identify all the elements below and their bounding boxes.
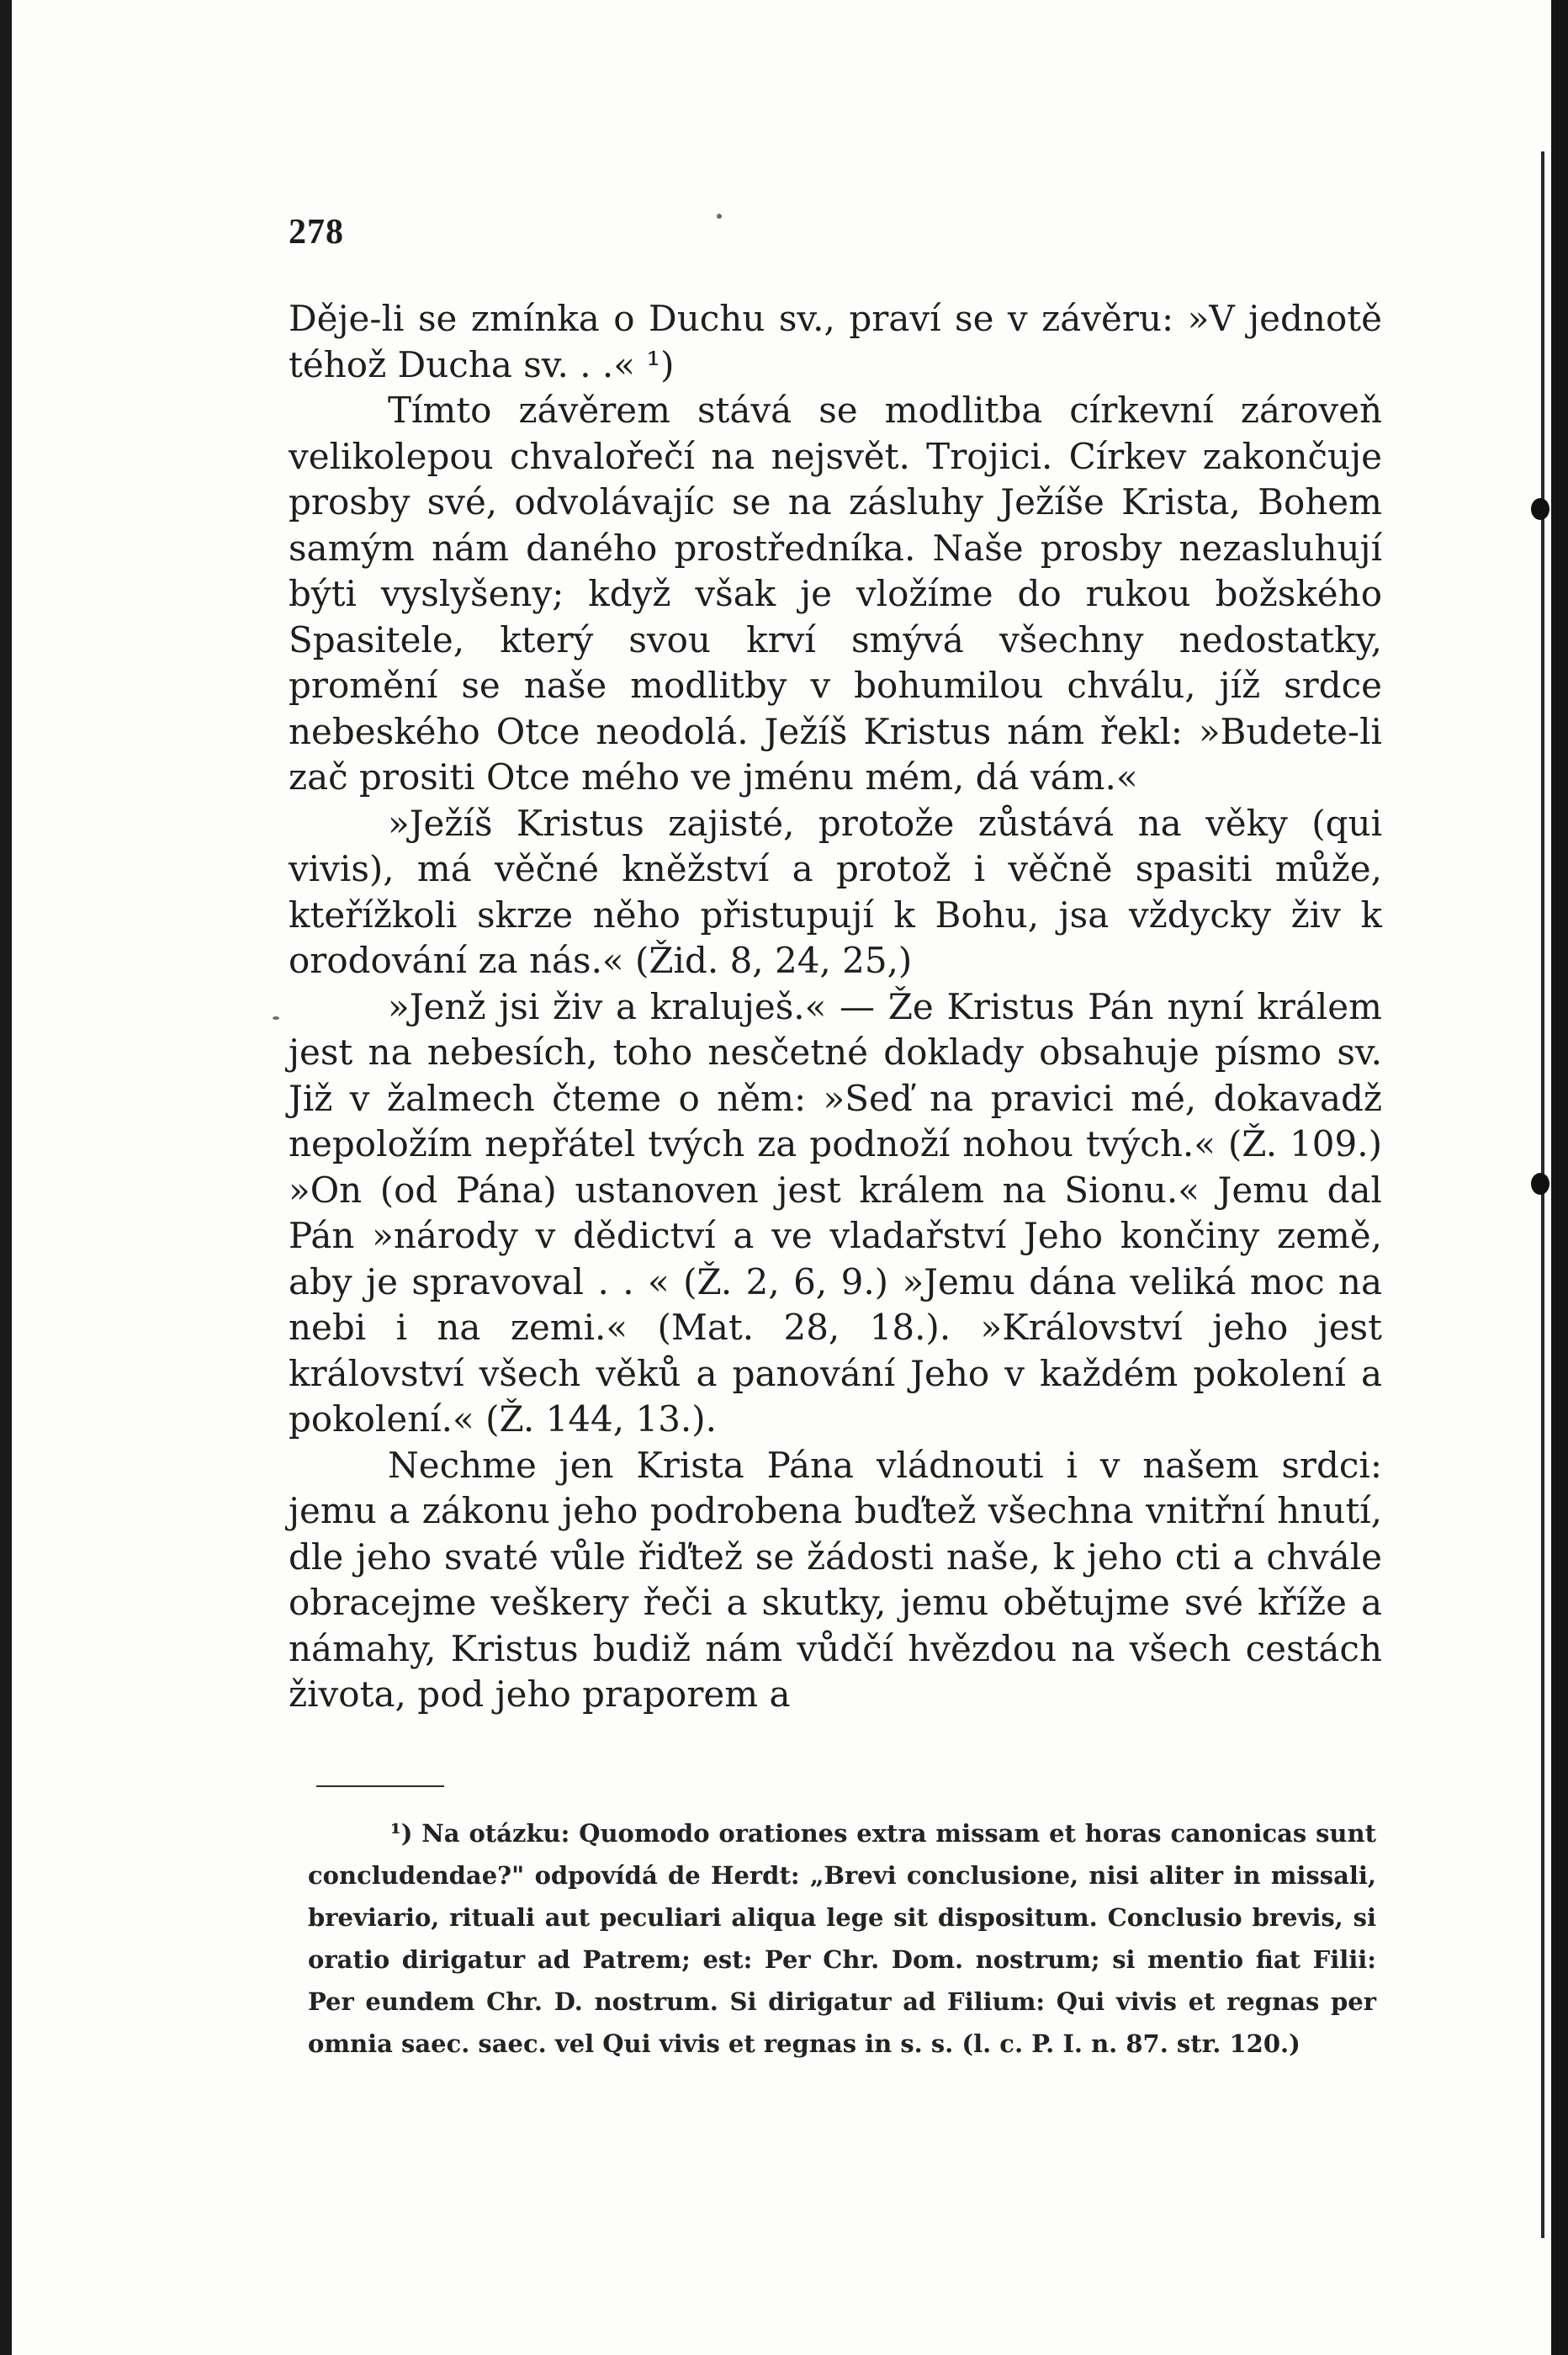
scan-edge-left [0,0,12,2355]
scan-mark-top [1531,498,1549,520]
paragraph: Tímto závěrem stává se modlitba církevní zároveň velikolepou chvalořečí na nejsvět. Trojici. Církev zakončuje prosby své, odvolávajíc se na zásluhy Ježíše Krista, Bohem samým nám daného prostředníka. Naše prosby nezasluhují býti vyslyšeny; když však je vložíme do rukou božského Spasitele, který svou krví smývá všechny nedostatky, promění se naše modlitby v bohumilou chválu, jíž srdce nebeského Otce neodolá. Ježíš Kristus nám řekl: »Budete-li zač prositi Otce mého ve jménu mém, dá vám.« [289,390,1382,798]
paragraph: »Jenž jsi živ a kraluješ.« — Že Kristus Pán nyní králem jest na nebesích, toho nesčetné doklady obsahuje písmo sv. Již v žalmech čteme o něm: »Seď na pravici mé, dokavadž nepoložím nepřátel tvých za podnoží nohou tvých.« (Ž. 109.) »On (od Pána) ustanoven jest králem na Sionu.« Jemu dal Pán »národy v dědictví a ve vladařství Jeho končiny země, aby je spravoval . . « (Ž. 2, 6, 9.) »Jemu dána veliká moc na nebi i na zemi.« (Mat. 28, 18.). »Království jeho jest království všech věků a panování Jeho v každém pokolení a pokolení.« (Ž. 144, 13.). [289,985,1382,1440]
scan-speck [273,1016,279,1020]
scan-speck [717,214,722,219]
scan-edge-right [1551,0,1568,2355]
scan-edge-line [1541,151,1544,2238]
paragraph: Nechme jen Krista Pána vládnouti i v našem srdci: jemu a zákonu jeho podrobena buďtež všechna vnitřní hnutí, dle jeho svaté vůle řiďtež se žádosti naše, k jeho cti a chvále obracejme veškery řeči a skutky, jemu obětujme své kříže a námahy, Kristus budiž nám vůdčí hvězdou na všech cestách života, pod jeho praporem a [289,1444,1382,1715]
footnote-divider [316,1785,444,1787]
paragraph: »Ježíš Kristus zajisté, protože zůstává na věky (qui vivis), má věčné kněžství a protož i věčně spasiti může, kteřížkoli skrze něho přistupují k Bohu, jsa vždycky živ k orodování za nás.« (Žid. 8, 24, 25,) [289,802,1382,981]
scan-mark-bottom [1531,1173,1549,1195]
page-number: 278 [289,213,344,252]
paragraph: Děje-li se zmínka o Duchu sv., praví se v závěru: »V jednotě téhož Ducha sv. . .« ¹) [289,298,1382,385]
main-text [289,296,1382,1718]
footnote: ¹) Na otázku: Quomodo orationes extra missam et horas canonicas sunt concludendae?" odpovídá de Herdt: „Brevi conclusione, nisi aliter in missali, breviario, rituali aut peculiari aliqua lege sit dispositum. Conclusio brevis, si oratio dirigatur ad Patrem; est: Per Chr. Dom. nostrum; si mentio fiat Filii: Per eundem Chr. D. nostrum. Si dirigatur ad Filium: Qui vivis et regnas per omnia saec. saec. vel Qui vivis et regnas in s. s. (l. c. P. I. n. 87. str. 120.) [308,1819,1376,2058]
